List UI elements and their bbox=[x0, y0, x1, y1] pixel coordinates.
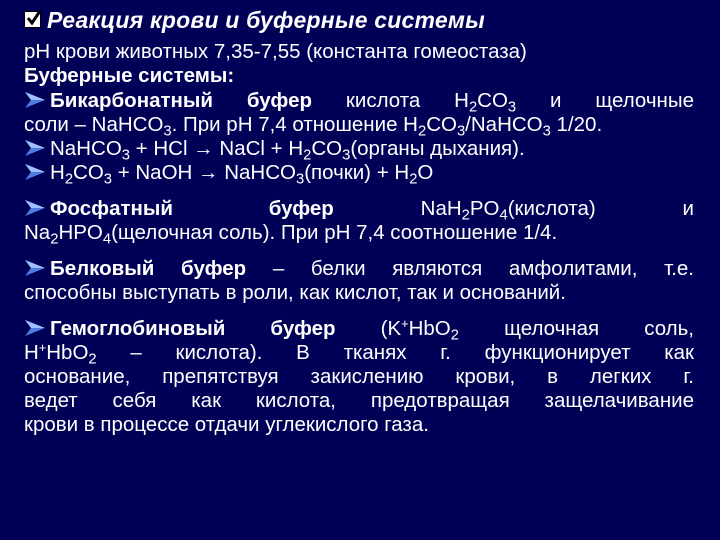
subscript: 2 bbox=[450, 327, 459, 344]
hemoglobin-line-4: ведет себя как кислота, предотвращая защелачивание bbox=[24, 389, 694, 412]
text: и щелочные bbox=[516, 89, 694, 112]
buffer-heading: Буферные системы: bbox=[24, 64, 235, 87]
arrow-bullet-icon bbox=[24, 319, 46, 337]
text: (K bbox=[335, 317, 402, 340]
content bbox=[24, 40, 694, 437]
text: (органы дыхания). bbox=[350, 137, 525, 160]
text: + HCl → NaCl + H bbox=[129, 137, 304, 160]
subscript: 3 bbox=[456, 123, 466, 140]
spacer bbox=[24, 185, 694, 197]
text: HbO bbox=[46, 341, 89, 364]
phosphate-line-1 bbox=[24, 197, 694, 224]
subscript: 2 bbox=[50, 231, 59, 248]
text: NaHCO bbox=[50, 137, 122, 160]
text: HbO bbox=[408, 317, 451, 340]
spacer bbox=[24, 305, 694, 317]
hemoglobin-line-3: основание, препятствуя закислению крови, в легких г. bbox=[24, 365, 694, 388]
text: HPO bbox=[58, 221, 103, 244]
phosphate-formula bbox=[420, 197, 596, 224]
spacer bbox=[24, 245, 694, 257]
protein-name: Белковый буфер bbox=[50, 257, 247, 280]
text: CO bbox=[73, 161, 104, 184]
arrow-bullet-icon bbox=[24, 163, 46, 181]
superscript: + bbox=[38, 340, 47, 356]
ph-line: рН крови животных 7,35-7,55 (константа гомеостаза) bbox=[24, 40, 527, 63]
subscript: 3 bbox=[507, 99, 517, 116]
subscript: 3 bbox=[121, 147, 130, 164]
title-row bbox=[24, 5, 485, 35]
text: CO bbox=[477, 89, 508, 112]
text: (кислота) bbox=[507, 197, 596, 220]
subscript: 4 bbox=[499, 207, 508, 224]
text: . При pH 7,4 отношение H bbox=[171, 113, 418, 136]
phosphate-name-wrap bbox=[24, 197, 334, 221]
text: /NaHCO bbox=[465, 113, 543, 136]
text: (почки) + H bbox=[304, 161, 410, 184]
text: + NaOH → NaHCO bbox=[112, 161, 296, 184]
text: O bbox=[417, 161, 434, 184]
subscript: 2 bbox=[417, 123, 427, 140]
text: кислота H bbox=[312, 89, 469, 112]
text: (щелочная соль). При pH 7,4 соотношение 1/4. bbox=[111, 221, 558, 244]
text: щелочная соль, bbox=[458, 317, 694, 340]
text: CO bbox=[426, 113, 457, 136]
bicarbonate-name: Бикарбонатный буфер bbox=[50, 89, 313, 112]
subscript: 4 bbox=[102, 231, 112, 248]
subscript: 3 bbox=[295, 171, 305, 188]
subscript: 3 bbox=[103, 171, 112, 188]
subscript: 2 bbox=[461, 207, 470, 224]
phosphate-name-1: Фосфатный буфер bbox=[50, 197, 334, 220]
text: – кислота). В тканях г. функционирует как bbox=[96, 341, 694, 364]
hemoglobin-name: Гемоглобиновый буфер bbox=[50, 317, 336, 340]
hemoglobin-line-5: крови в процессе отдачи углекислого газа. bbox=[24, 413, 429, 436]
text: Na bbox=[24, 221, 51, 244]
reaction-2 bbox=[24, 161, 694, 188]
text: H bbox=[24, 341, 39, 364]
protein-line-2: способны выступать в роли, как кислот, так и оснований. bbox=[24, 281, 566, 304]
page-title: Реакция крови и буферные системы bbox=[47, 7, 485, 33]
subscript: 2 bbox=[88, 351, 97, 368]
text: NaH bbox=[420, 197, 462, 220]
text: соли – NaHCO bbox=[24, 113, 164, 136]
protein-line-1 bbox=[24, 257, 694, 281]
hemoglobin-line-1 bbox=[24, 316, 694, 344]
arrow-bullet-icon bbox=[24, 139, 46, 157]
bicarbonate-line-1 bbox=[24, 89, 694, 116]
hemoglobin-line-2 bbox=[24, 340, 694, 368]
text: 1/20. bbox=[550, 113, 603, 136]
text: – белки являются амфолитами, т.е. bbox=[246, 257, 694, 280]
arrow-bullet-icon bbox=[24, 259, 46, 277]
text: и bbox=[682, 197, 694, 220]
subscript: 2 bbox=[64, 171, 74, 188]
subscript: 2 bbox=[468, 99, 478, 116]
bicarbonate-line-2 bbox=[24, 113, 694, 140]
text: PO bbox=[469, 197, 500, 220]
reaction-1 bbox=[24, 137, 694, 164]
subscript: 2 bbox=[303, 147, 312, 164]
subscript: 3 bbox=[163, 123, 172, 140]
superscript: + bbox=[401, 316, 409, 332]
arrow-bullet-icon bbox=[24, 91, 46, 109]
phosphate-line-2 bbox=[24, 221, 694, 248]
text: CO bbox=[311, 137, 343, 160]
arrow-bullet-icon bbox=[24, 199, 46, 217]
subscript: 2 bbox=[409, 171, 418, 188]
text: H bbox=[50, 161, 65, 184]
checkbox-check-icon bbox=[24, 11, 41, 28]
subscript: 3 bbox=[542, 123, 551, 140]
subscript: 3 bbox=[342, 147, 351, 164]
